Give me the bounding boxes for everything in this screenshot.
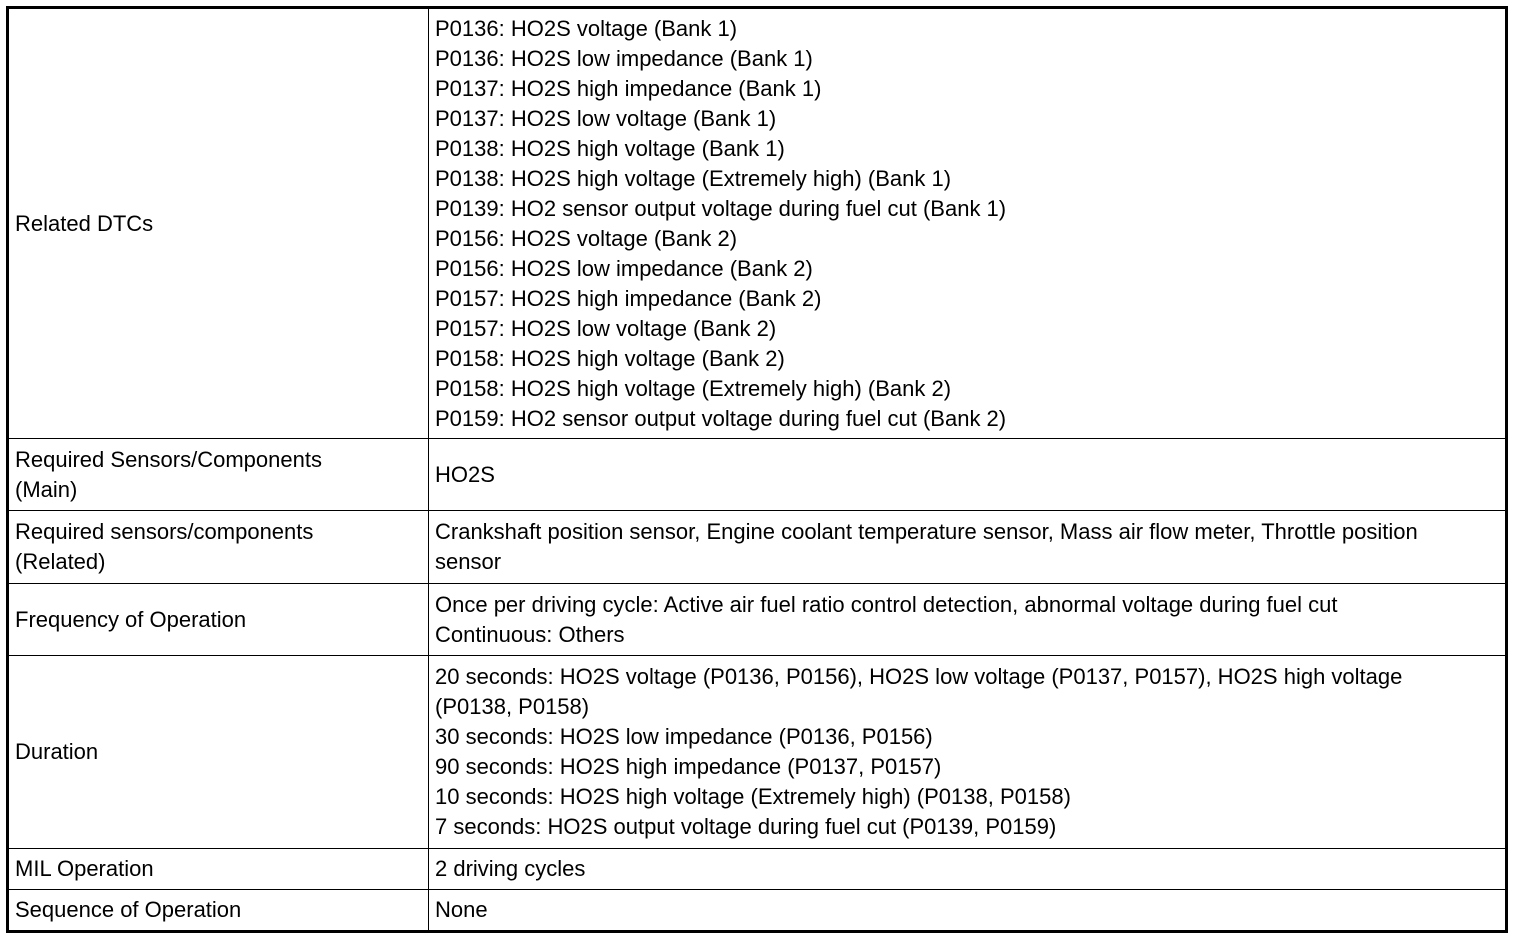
value-line: Continuous: Others	[435, 621, 625, 647]
dtc-line: P0159: HO2 sensor output voltage during fuel cut (Bank 2)	[435, 405, 1007, 431]
label-line: (Related)	[15, 549, 106, 574]
value-sequence: None	[429, 890, 1507, 932]
label-mil: MIL Operation	[8, 849, 429, 890]
duration-line: 90 seconds: HO2S high impedance (P0137, P0157)	[435, 754, 942, 779]
row-required-main	[8, 439, 1507, 511]
value-required-main: HO2S	[429, 439, 1507, 511]
label-frequency: Frequency of Operation	[8, 584, 429, 656]
label-required-main	[8, 439, 429, 511]
row-related-dtcs	[8, 8, 1507, 439]
dtc-line: P0136: HO2S voltage (Bank 1)	[435, 15, 738, 41]
label-line: Required Sensors/Components	[15, 446, 322, 472]
value-duration	[429, 656, 1507, 849]
dtc-line: P0137: HO2S low voltage (Bank 1)	[435, 105, 777, 131]
value-frequency	[429, 584, 1507, 656]
value-required-related	[429, 511, 1507, 584]
label-line: (Main)	[15, 476, 78, 502]
label-related-dtcs: Related DTCs	[8, 8, 429, 439]
value-line: Once per driving cycle: Active air fuel ratio control detection, abnormal voltage during fuel cut	[435, 591, 1338, 617]
row-mil	[8, 849, 1507, 890]
label-line: Required sensors/components	[15, 519, 314, 544]
dtc-line: P0138: HO2S high voltage (Extremely high) (Bank 1)	[435, 165, 952, 191]
dtc-line: P0138: HO2S high voltage (Bank 1)	[435, 135, 785, 161]
dtc-line: P0157: HO2S high impedance (Bank 2)	[435, 285, 822, 311]
dtc-line: P0137: HO2S high impedance (Bank 1)	[435, 75, 822, 101]
dtc-line: P0156: HO2S voltage (Bank 2)	[435, 225, 738, 251]
dtc-line: P0158: HO2S high voltage (Bank 2)	[435, 345, 785, 371]
duration-line: 7 seconds: HO2S output voltage during fuel cut (P0139, P0159)	[435, 814, 1057, 839]
dtc-line: P0157: HO2S low voltage (Bank 2)	[435, 315, 777, 341]
label-sequence: Sequence of Operation	[8, 890, 429, 932]
row-required-related	[8, 511, 1507, 584]
dtc-line: P0158: HO2S high voltage (Extremely high) (Bank 2)	[435, 375, 952, 401]
dtc-line: P0136: HO2S low impedance (Bank 1)	[435, 45, 813, 71]
value-mil: 2 driving cycles	[429, 849, 1507, 890]
label-required-related	[8, 511, 429, 584]
dtc-line: P0139: HO2 sensor output voltage during fuel cut (Bank 1)	[435, 195, 1007, 221]
row-frequency	[8, 584, 1507, 656]
value-related-dtcs	[429, 8, 1507, 439]
duration-line: 20 seconds: HO2S voltage (P0136, P0156), HO2S low voltage (P0137, P0157), HO2S high voltage (P0138, P0158)	[435, 664, 1403, 719]
row-sequence	[8, 890, 1507, 932]
value-text: Crankshaft position sensor, Engine coolant temperature sensor, Mass air flow meter, Throttle position sensor	[435, 519, 1418, 574]
dtc-line: P0156: HO2S low impedance (Bank 2)	[435, 255, 813, 281]
label-duration: Duration	[8, 656, 429, 849]
duration-line: 10 seconds: HO2S high voltage (Extremely high) (P0138, P0158)	[435, 784, 1071, 809]
row-duration	[8, 656, 1507, 849]
monitor-spec-table	[6, 6, 1508, 933]
duration-line: 30 seconds: HO2S low impedance (P0136, P0156)	[435, 724, 933, 749]
